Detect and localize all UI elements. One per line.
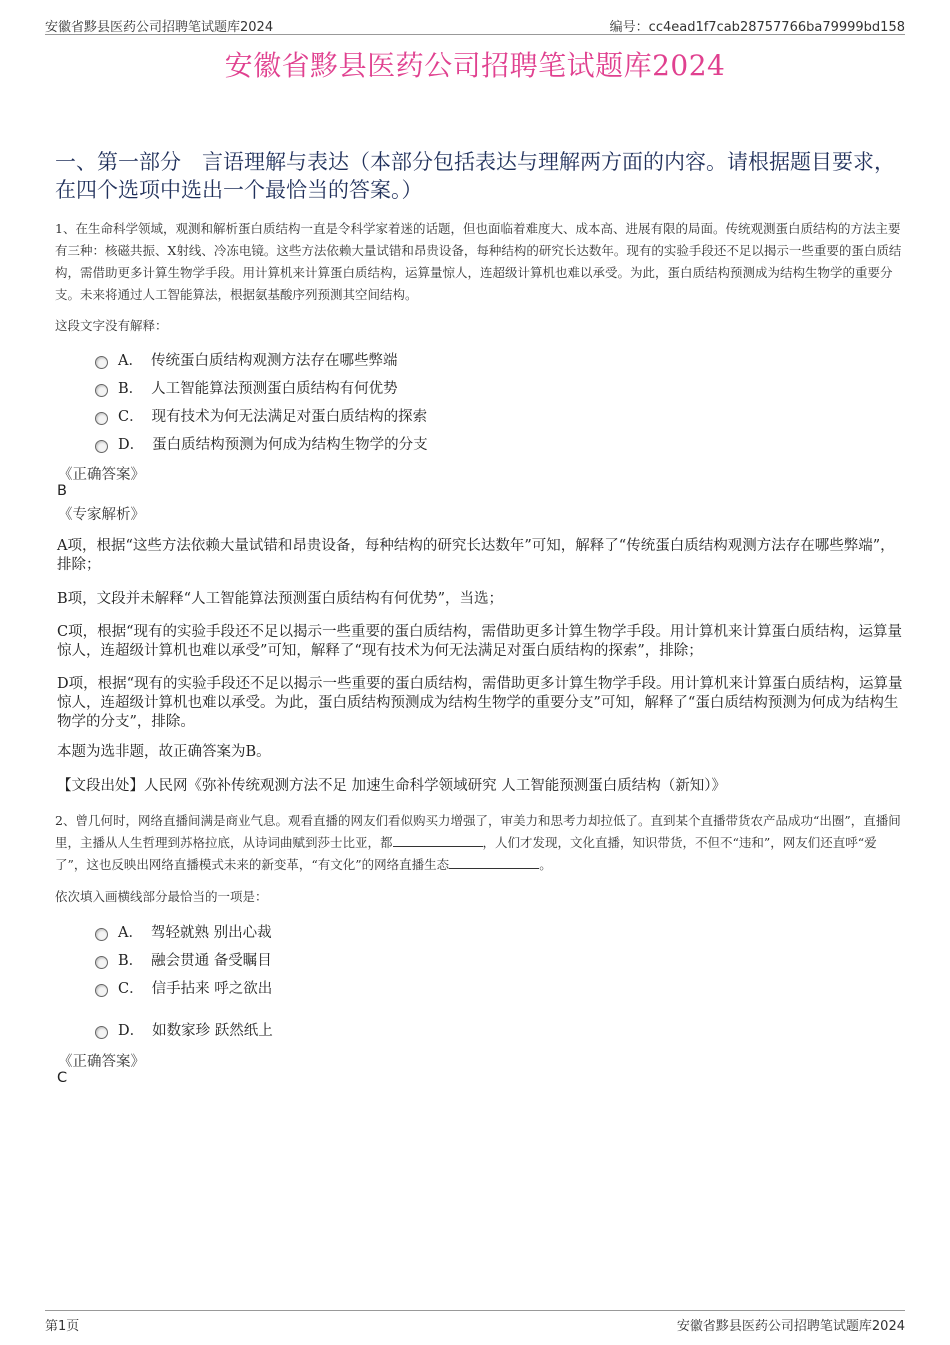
q2-option-a[interactable]: A． 驾轻就熟 别出心裁 (95, 921, 272, 942)
fill-blank-1 (393, 834, 483, 847)
q1-option-d[interactable]: D． 蛋白质结构预测为何成为结构生物学的分支 (95, 433, 428, 454)
q2-option-d[interactable]: D． 如数家珍 跃然纸上 (95, 1019, 273, 1040)
q1-source: 【文段出处】人民网《弥补传统观测方法不足 加速生命科学领域研究 人工智能预测蛋白质结构（新知）》 (57, 778, 726, 794)
footer-doc-title: 安徽省黟县医药公司招聘笔试题库2024 (676, 1319, 905, 1334)
q1-option-c[interactable]: C． 现有技术为何无法满足对蛋白质结构的探索 (95, 405, 427, 426)
radio-icon[interactable] (95, 928, 108, 941)
radio-icon[interactable] (95, 440, 108, 453)
page-number: 第1页 (45, 1319, 80, 1334)
radio-icon[interactable] (95, 984, 108, 997)
radio-icon[interactable] (95, 1026, 108, 1039)
q2-option-c[interactable]: C． 信手拈来 呼之欲出 (95, 977, 272, 998)
q2-option-b[interactable]: B． 融会贯通 备受瞩目 (95, 949, 272, 970)
page-title: 安徽省黟县医药公司招聘笔试题库2024 (224, 49, 726, 82)
q1-prompt: 这段文字没有解释： (55, 318, 168, 333)
radio-icon[interactable] (95, 356, 108, 369)
q1-analysis-d: D项，根据“现有的实验手段还不足以揭示一些重要的蛋白质结构，需借助更多计算生物学手段。用计算机来计算蛋白质结构，运算量惊人，连超级计算机也难以承受。为此，蛋白质结构预测成为结构生物学的重要分支”可知，解释了“蛋白质结构预测为何成为结构生物学的分支”，排除。 (57, 676, 903, 730)
q1-option-b[interactable]: B． 人工智能算法预测蛋白质结构有何优势 (95, 377, 398, 398)
q2-answer-label: 《正确答案》 (58, 1054, 145, 1070)
q1-conclusion: 本题为选非题，故正确答案为B。 (57, 744, 271, 760)
q1-analysis-label: 《专家解析》 (58, 507, 145, 523)
q1-stem: 1、在生命科学领域，观测和解析蛋白质结构一直是令科学家着迷的话题，但也面临着难度大、成本高、进展有限的局面。传统观测蛋白质结构的方法主要有三种：核磁共振、X射线、冷冻电镜。这些方法依赖大量试错和昂贵设备，每种结构的研究长达数年。现有的实验手段还不足以揭示一些重要的蛋白质结构，需借助更多计算生物学手段。用计算机来计算蛋白质结构，运算量惊人，连超级计算机也难以承受。为此，蛋白质结构预测成为结构生物学的重要分支。未来将通过人工智能算法，根据氨基酸序列预测其空间结构。 (55, 221, 902, 302)
page-footer (45, 1310, 905, 1334)
q1-analysis-b: B项，文段并未解释“人工智能算法预测蛋白质结构有何优势”，当选； (57, 591, 503, 607)
q1-analysis-a: A项，根据“这些方法依赖大量试错和昂贵设备，每种结构的研究长达数年”可知，解释了“传统蛋白质结构观测方法存在哪些弊端”，排除； (57, 538, 895, 573)
radio-icon[interactable] (95, 956, 108, 969)
header-doc-id: 编号：cc4ead1f7cab28757766ba79999bd158 (609, 20, 905, 35)
header-doc-title: 安徽省黟县医药公司招聘笔试题库2024 (45, 20, 274, 35)
radio-icon[interactable] (95, 412, 108, 425)
q1-analysis-c: C项，根据“现有的实验手段还不足以揭示一些重要的蛋白质结构，需借助更多计算生物学手段。用计算机来计算蛋白质结构，运算量惊人，连超级计算机也难以承受”可知，解释了“现有技术为何无法满足对蛋白质结构的探索”，排除； (57, 624, 903, 659)
section-title: 一、第一部分 言语理解与表达（本部分包括表达与理解两方面的内容。请根据题目要求，在四个选项中选出一个最恰当的答案。） (55, 150, 895, 202)
fill-blank-2 (449, 856, 539, 869)
q1-answer-label: 《正确答案》 (58, 467, 145, 483)
q2-stem: 2、曾几何时，网络直播间满是商业气息。观看直播的网友们看似购买力增强了，审美力和思考力却拉低了。直到某个直播带货农产品成功“出圈”，直播间里，主播从人生哲理到苏格拉底，从诗词曲赋到莎士比亚，都 ，人们才发现，文化直播，知识带货，不但不“违和”，网友们还直呼“爱了”，这也反映出网络直播模式未来的新变革，“有文化”的网络直播生态 。 (55, 813, 901, 872)
q1-option-a[interactable]: A． 传统蛋白质结构观测方法存在哪些弊端 (95, 349, 397, 370)
q1-answer: B (57, 483, 67, 499)
page-header (45, 14, 905, 35)
q2-answer: C (57, 1070, 68, 1086)
radio-icon[interactable] (95, 384, 108, 397)
q2-prompt: 依次填入画横线部分最恰当的一项是： (55, 889, 268, 904)
